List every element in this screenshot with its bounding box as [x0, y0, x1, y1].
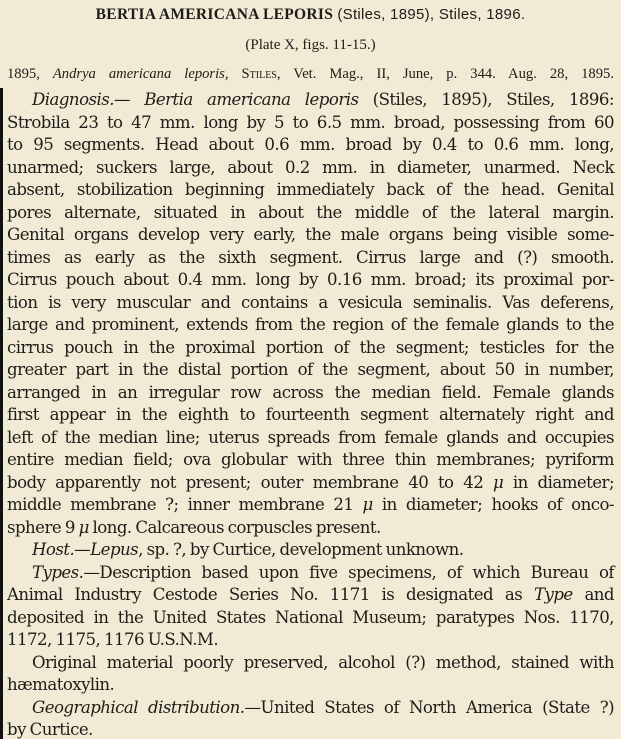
- text-run: Animal Industry Cestode Series No. 1171 is designated as: [7, 585, 534, 604]
- text-line: [7, 270, 614, 289]
- text-line: [7, 315, 614, 334]
- italic-text: μ: [492, 472, 504, 492]
- text-line: [7, 225, 614, 244]
- text-run: long. Calcareous corpuscles present.: [88, 517, 381, 537]
- text-line: [7, 135, 614, 154]
- text-line: [32, 90, 614, 109]
- text-run: body apparently not present; outer membrane 40 to 42: [7, 472, 493, 492]
- text-run: pores alternate, situated in about the middle of the lateral margin.: [7, 202, 614, 222]
- text-run: Strobila 23 to 47 mm. long by 5 to 6.5 mm. broad, possessing from 60: [7, 112, 614, 132]
- text-run: Genital organs develop very early, the male organs being visible some-: [7, 225, 614, 244]
- text-run: entire median field; ova globular with three thin membranes; pyriform: [7, 450, 614, 469]
- text-run: —United States of North America (State ?): [244, 697, 614, 717]
- text-run: —Description based upon five specimens, of which Bureau of: [83, 562, 614, 582]
- text-line: [7, 360, 614, 379]
- text-run: arranged in an irregular row across the median field. Female glands: [7, 382, 614, 402]
- text-run: greater part in the distal portion of the segment, about 50 in number,: [7, 360, 614, 379]
- text-line: [32, 563, 614, 582]
- text-run: , sp. ?, by Curtice, development unknown.: [138, 540, 464, 559]
- text-run: (Stiles, 1895), Stiles, 1896:: [358, 90, 614, 109]
- text-run: by Curtice.: [7, 720, 93, 739]
- text-run: to 95 segments. Head about 0.6 mm. broad by 0.4 to 0.6 mm. long,: [7, 135, 614, 154]
- species-name: BERTIA AMERICANA LEPORIS: [95, 6, 334, 23]
- scan-edge-bar: [0, 88, 3, 739]
- italic-text: Diagnosis.— Bertia americana leporis: [32, 90, 359, 109]
- citation-year: 1895,: [7, 66, 40, 82]
- text-line: [7, 248, 614, 267]
- italic-text: Geographical distribution.: [32, 697, 245, 717]
- text-run: first appear in the eighth to fourteenth segment alternately right and: [7, 405, 614, 424]
- text-line: [32, 653, 614, 672]
- text-line: [7, 518, 614, 537]
- text-run: tion is very muscular and contains a vesicula seminalis. Vas deferens,: [7, 292, 614, 312]
- text-line: [32, 540, 614, 559]
- text-run: large and prominent, extends from the region of the female glands to the: [7, 315, 614, 334]
- text-line: [7, 338, 614, 357]
- text-run: in diameter;: [503, 472, 614, 492]
- text-run: middle membrane ?; inner membrane 21: [7, 495, 363, 514]
- text-run: sphere 9: [7, 517, 79, 537]
- text-run: cirrus pouch in the proximal portion of the segment; testicles for the: [7, 337, 614, 357]
- text-line: [32, 698, 614, 717]
- text-run: hæmatoxylin.: [7, 675, 115, 694]
- species-authority: (Stiles, 1895), Stiles, 1896.: [337, 6, 526, 23]
- italic-text: Type: [533, 585, 573, 604]
- text-run: left of the median line; uterus spreads from female glands and occupies: [7, 427, 614, 447]
- citation-rest: Vet. Mag., II, June, p. 344. Aug. 28, 1895.: [293, 66, 614, 82]
- text-line: [7, 203, 614, 222]
- text-line: [7, 428, 614, 447]
- italic-text: Types.: [32, 562, 84, 582]
- text-line: [7, 473, 614, 492]
- text-run: in diameter; hooks of onco-: [372, 495, 614, 514]
- text-run: and: [572, 585, 615, 604]
- plate-reference: (Plate X, figs. 11-15.): [245, 37, 376, 53]
- text-run: 1172, 1175, 1176 U.S.N.M.: [7, 630, 219, 649]
- text-line: [7, 405, 614, 424]
- text-run: unarmed; suckers large, about 0.2 mm. in diameter, unarmed. Neck: [7, 157, 614, 177]
- text-line: [7, 450, 614, 469]
- text-run: Cirrus pouch about 0.4 mm. long by 0.16 mm. broad; its proximal por-: [7, 270, 614, 289]
- text-line: [7, 383, 614, 402]
- text-line: [7, 158, 614, 177]
- text-line: [7, 495, 614, 514]
- italic-text: Host.—Lepus: [32, 540, 139, 559]
- text-run: absent, stobilization beginning immediately back of the head. Genital: [7, 180, 614, 199]
- text-run: times as early as the sixth segment. Cirrus large and (?) smooth.: [7, 247, 614, 267]
- text-run: Original material poorly preserved, alcohol (?) method, stained with: [32, 652, 614, 672]
- text-line: [7, 608, 614, 627]
- citation-author: Stiles,: [241, 66, 281, 82]
- text-line: [7, 630, 614, 649]
- text-line: [7, 720, 614, 739]
- page-heading: [0, 6, 621, 24]
- citation-name: Andrya americana leporis,: [52, 66, 229, 82]
- synonym-citation: [7, 66, 614, 83]
- text-line: [7, 113, 614, 132]
- text-run: deposited in the United States National Museum; paratypes Nos. 1170,: [7, 607, 614, 627]
- text-line: [7, 180, 614, 199]
- text-line: [7, 293, 614, 312]
- italic-text: μ: [362, 495, 373, 514]
- italic-text: μ: [78, 517, 89, 537]
- text-line: [7, 675, 614, 694]
- text-line: [7, 585, 614, 604]
